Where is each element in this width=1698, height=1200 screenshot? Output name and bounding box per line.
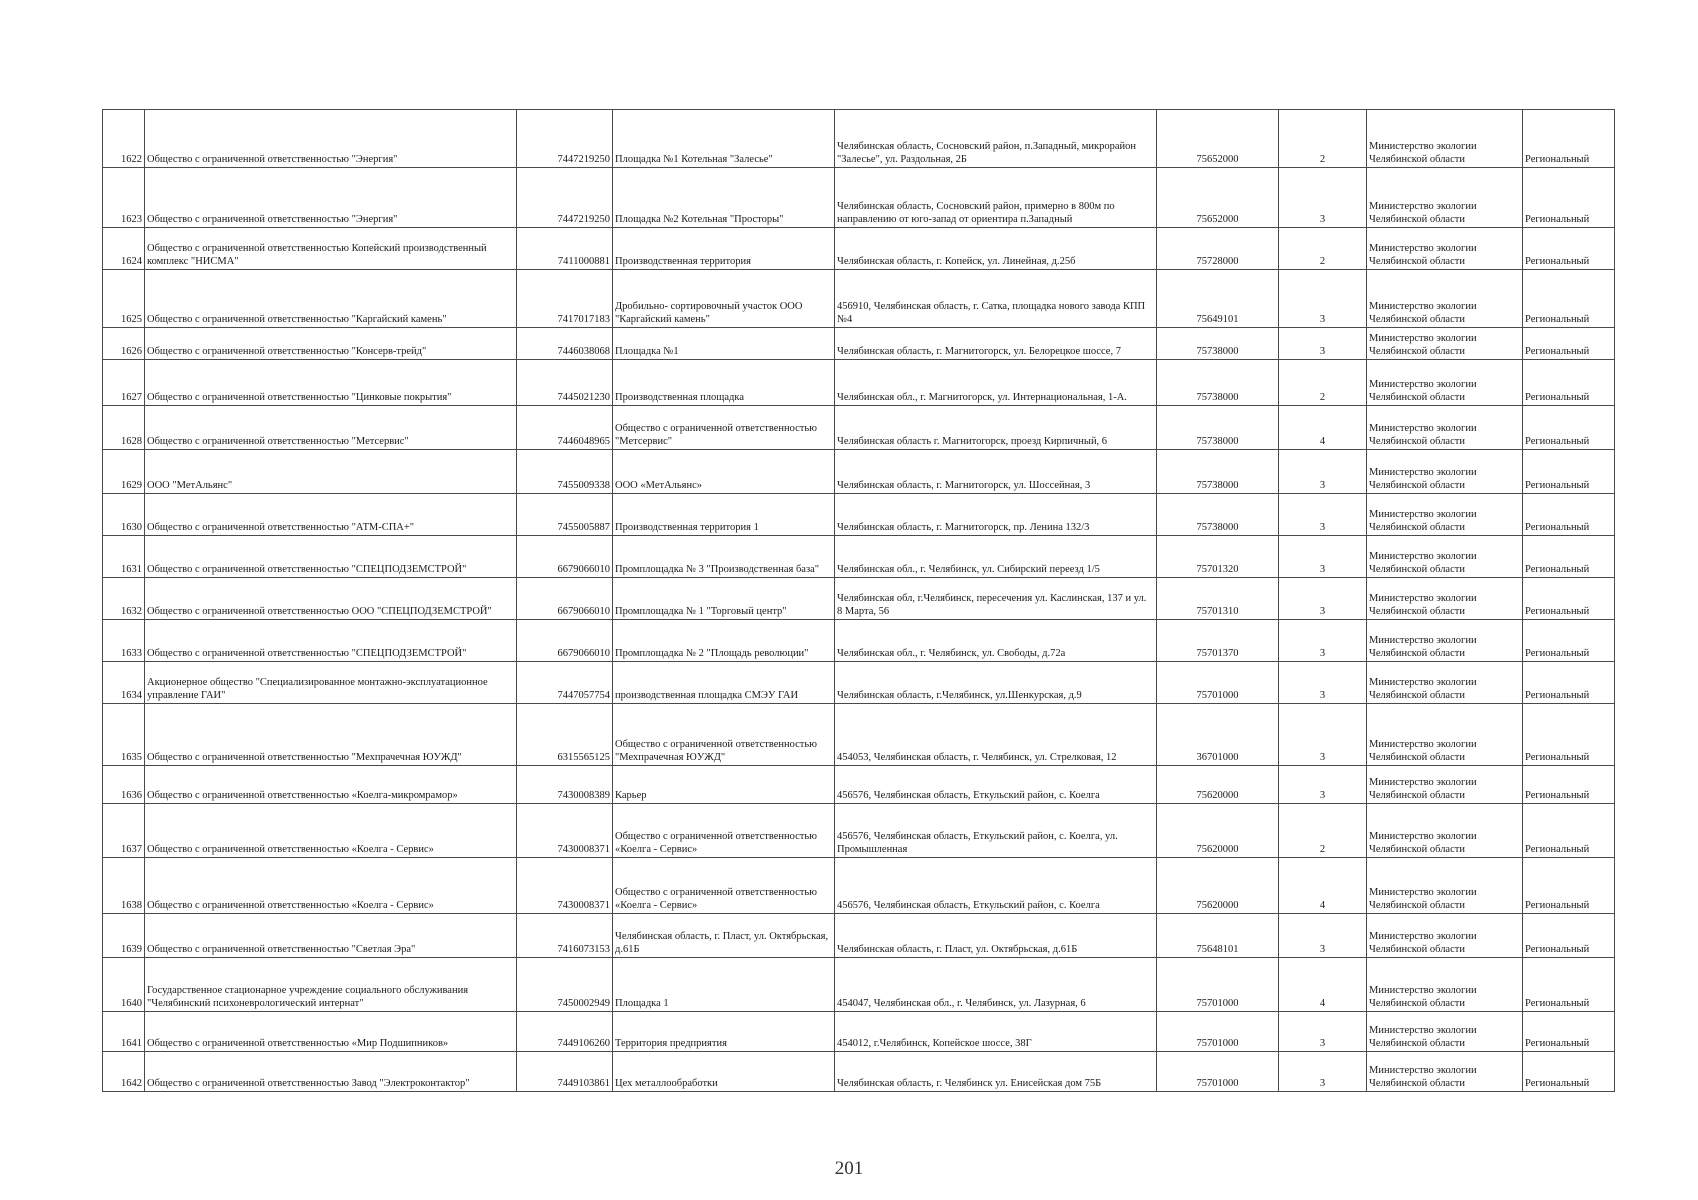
inn-cell: 7445021230	[517, 360, 613, 406]
supervisory-authority-cell: Министерство экологии Челябинской области	[1367, 228, 1523, 270]
inn-cell: 7446048965	[517, 406, 613, 450]
supervisory-authority-cell: Министерство экологии Челябинской области	[1367, 1012, 1523, 1052]
supervisory-authority-cell: Министерство экологии Челябинской области	[1367, 1052, 1523, 1092]
supervision-level-cell: Региональный	[1523, 914, 1615, 958]
object-name-cell: Производственная площадка	[613, 360, 835, 406]
organization-name-cell: Общество с ограниченной ответственностью "СПЕЦПОДЗЕМСТРОЙ"	[145, 620, 517, 662]
object-address-cell: Челябинская область г. Магнитогорск, проезд Кирпичный, 6	[835, 406, 1157, 450]
table-row	[103, 536, 1615, 578]
registry-rows	[103, 110, 1615, 1092]
category-cell: 3	[1279, 914, 1367, 958]
oktmo-code-cell: 75701320	[1157, 536, 1279, 578]
inn-cell: 7449106260	[517, 1012, 613, 1052]
inn-cell: 6679066010	[517, 536, 613, 578]
organization-name-cell: Общество с ограниченной ответственностью ООО "СПЕЦПОДЗЕМСТРОЙ"	[145, 578, 517, 620]
table-row	[103, 450, 1615, 494]
object-address-cell: 456576, Челябинская область, Еткульский район, с. Коелга	[835, 858, 1157, 914]
table-row	[103, 406, 1615, 450]
category-cell: 3	[1279, 270, 1367, 328]
object-address-cell: Челябинская область, г. Магнитогорск, ул. Белорецкое шоссе, 7	[835, 328, 1157, 360]
object-name-cell: Производственная территория	[613, 228, 835, 270]
inn-cell: 7449103861	[517, 1052, 613, 1092]
oktmo-code-cell: 75620000	[1157, 804, 1279, 858]
object-address-cell: 454053, Челябинская область, г. Челябинск, ул. Стрелковая, 12	[835, 704, 1157, 766]
row-number-cell: 1632	[103, 578, 145, 620]
oktmo-code-cell: 75701370	[1157, 620, 1279, 662]
oktmo-code-cell: 75738000	[1157, 494, 1279, 536]
supervision-level-cell: Региональный	[1523, 406, 1615, 450]
oktmo-code-cell: 75701000	[1157, 662, 1279, 704]
object-name-cell: Площадка №2 Котельная "Просторы"	[613, 168, 835, 228]
supervision-level-cell: Региональный	[1523, 662, 1615, 704]
supervision-level-cell: Региональный	[1523, 766, 1615, 804]
supervisory-authority-cell: Министерство экологии Челябинской области	[1367, 168, 1523, 228]
object-address-cell: 454047, Челябинская обл., г. Челябинск, ул. Лазурная, 6	[835, 958, 1157, 1012]
object-address-cell: Челябинская область, г. Пласт, ул. Октябрьская, д.61Б	[835, 914, 1157, 958]
table-row	[103, 270, 1615, 328]
row-number-cell: 1640	[103, 958, 145, 1012]
supervision-level-cell: Региональный	[1523, 1012, 1615, 1052]
supervisory-authority-cell: Министерство экологии Челябинской области	[1367, 360, 1523, 406]
inn-cell: 7430008371	[517, 858, 613, 914]
inn-cell: 7417017183	[517, 270, 613, 328]
supervision-level-cell: Региональный	[1523, 536, 1615, 578]
organization-name-cell: Общество с ограниченной ответственностью Копейский производственный комплекс "НИСМА"	[145, 228, 517, 270]
row-number-cell: 1624	[103, 228, 145, 270]
supervision-level-cell: Региональный	[1523, 450, 1615, 494]
object-name-cell: производственная площадка СМЭУ ГАИ	[613, 662, 835, 704]
inn-cell: 7450002949	[517, 958, 613, 1012]
oktmo-code-cell: 75738000	[1157, 450, 1279, 494]
category-cell: 3	[1279, 536, 1367, 578]
category-cell: 3	[1279, 494, 1367, 536]
row-number-cell: 1634	[103, 662, 145, 704]
inn-cell: 7455005887	[517, 494, 613, 536]
table-row	[103, 662, 1615, 704]
row-number-cell: 1638	[103, 858, 145, 914]
object-name-cell: Промплощадка № 1 "Торговый центр"	[613, 578, 835, 620]
object-address-cell: 456910, Челябинская область, г. Сатка, площадка нового завода КПП №4	[835, 270, 1157, 328]
registry-table	[102, 109, 1615, 1092]
supervisory-authority-cell: Министерство экологии Челябинской области	[1367, 110, 1523, 168]
object-name-cell: Территория предприятия	[613, 1012, 835, 1052]
oktmo-code-cell: 75620000	[1157, 858, 1279, 914]
supervision-level-cell: Региональный	[1523, 620, 1615, 662]
object-address-cell: Челябинская обл, г.Челябинск, пересечения ул. Каслинская, 137 и ул. 8 Марта, 56	[835, 578, 1157, 620]
organization-name-cell: Общество с ограниченной ответственностью "Энергия"	[145, 168, 517, 228]
oktmo-code-cell: 75701000	[1157, 1012, 1279, 1052]
category-cell: 3	[1279, 766, 1367, 804]
organization-name-cell: Общество с ограниченной ответственностью "АТМ-СПА+"	[145, 494, 517, 536]
supervision-level-cell: Региональный	[1523, 168, 1615, 228]
object-address-cell: 456576, Челябинская область, Еткульский район, с. Коелга	[835, 766, 1157, 804]
row-number-cell: 1630	[103, 494, 145, 536]
category-cell: 3	[1279, 704, 1367, 766]
table-row	[103, 858, 1615, 914]
organization-name-cell: ООО "МетАльянс"	[145, 450, 517, 494]
organization-name-cell: Общество с ограниченной ответственностью "Каргайский камень"	[145, 270, 517, 328]
supervisory-authority-cell: Министерство экологии Челябинской области	[1367, 958, 1523, 1012]
object-address-cell: 456576, Челябинская область, Еткульский район, с. Коелга, ул. Промышленная	[835, 804, 1157, 858]
supervision-level-cell: Региональный	[1523, 494, 1615, 536]
oktmo-code-cell: 75728000	[1157, 228, 1279, 270]
table-row	[103, 110, 1615, 168]
table-row	[103, 168, 1615, 228]
object-address-cell: Челябинская обл., г. Челябинск, ул. Сибирский переезд 1/5	[835, 536, 1157, 578]
organization-name-cell: Государственное стационарное учреждение социального обслуживания "Челябинский психоневрологический интернат"	[145, 958, 517, 1012]
supervisory-authority-cell: Министерство экологии Челябинской области	[1367, 620, 1523, 662]
category-cell: 3	[1279, 578, 1367, 620]
object-name-cell: ООО «МетАльянс»	[613, 450, 835, 494]
category-cell: 2	[1279, 804, 1367, 858]
oktmo-code-cell: 75649101	[1157, 270, 1279, 328]
row-number-cell: 1623	[103, 168, 145, 228]
object-name-cell: Площадка №1	[613, 328, 835, 360]
organization-name-cell: Общество с ограниченной ответственностью "Мехпрачечная ЮУЖД"	[145, 704, 517, 766]
category-cell: 2	[1279, 228, 1367, 270]
supervisory-authority-cell: Министерство экологии Челябинской области	[1367, 662, 1523, 704]
table-row	[103, 804, 1615, 858]
row-number-cell: 1639	[103, 914, 145, 958]
row-number-cell: 1629	[103, 450, 145, 494]
supervision-level-cell: Региональный	[1523, 704, 1615, 766]
supervision-level-cell: Региональный	[1523, 360, 1615, 406]
supervision-level-cell: Региональный	[1523, 804, 1615, 858]
inn-cell: 7447219250	[517, 110, 613, 168]
supervisory-authority-cell: Министерство экологии Челябинской области	[1367, 450, 1523, 494]
supervision-level-cell: Региональный	[1523, 270, 1615, 328]
organization-name-cell: Общество с ограниченной ответственностью "Метсервис"	[145, 406, 517, 450]
object-address-cell: Челябинская обл., г. Челябинск, ул. Свободы, д.72а	[835, 620, 1157, 662]
object-name-cell: Общество с ограниченной ответственностью "Метсервис"	[613, 406, 835, 450]
category-cell: 3	[1279, 1052, 1367, 1092]
object-address-cell: Челябинская область, г.Челябинск, ул.Шенкурская, д.9	[835, 662, 1157, 704]
supervisory-authority-cell: Министерство экологии Челябинской области	[1367, 328, 1523, 360]
category-cell: 3	[1279, 450, 1367, 494]
supervisory-authority-cell: Министерство экологии Челябинской области	[1367, 704, 1523, 766]
table-row	[103, 1012, 1615, 1052]
row-number-cell: 1637	[103, 804, 145, 858]
category-cell: 4	[1279, 958, 1367, 1012]
object-address-cell: Челябинская область, Сосновский район, примерно в 800м по направлению от юго-запад от ориентира п.Западный	[835, 168, 1157, 228]
category-cell: 3	[1279, 328, 1367, 360]
row-number-cell: 1628	[103, 406, 145, 450]
inn-cell: 7411000881	[517, 228, 613, 270]
organization-name-cell: Общество с ограниченной ответственностью «Мир Подшипников»	[145, 1012, 517, 1052]
table-row	[103, 494, 1615, 536]
category-cell: 3	[1279, 168, 1367, 228]
object-address-cell: Челябинская область, г. Челябинск ул. Енисейская дом 75Б	[835, 1052, 1157, 1092]
organization-name-cell: Акционерное общество "Специализированное монтажно-эксплуатационное управление ГАИ"	[145, 662, 517, 704]
supervision-level-cell: Региональный	[1523, 110, 1615, 168]
oktmo-code-cell: 75652000	[1157, 110, 1279, 168]
object-name-cell: Производственная территория 1	[613, 494, 835, 536]
oktmo-code-cell: 75701310	[1157, 578, 1279, 620]
table-row	[103, 228, 1615, 270]
row-number-cell: 1631	[103, 536, 145, 578]
oktmo-code-cell: 75620000	[1157, 766, 1279, 804]
organization-name-cell: Общество с ограниченной ответственностью «Коелга - Сервис»	[145, 804, 517, 858]
oktmo-code-cell: 75738000	[1157, 360, 1279, 406]
row-number-cell: 1642	[103, 1052, 145, 1092]
category-cell: 2	[1279, 110, 1367, 168]
object-name-cell: Промплощадка № 3 "Производственная база"	[613, 536, 835, 578]
supervision-level-cell: Региональный	[1523, 958, 1615, 1012]
page-number: 201	[834, 1158, 864, 1179]
object-name-cell: Площадка №1 Котельная "Залесье"	[613, 110, 835, 168]
table-row	[103, 328, 1615, 360]
object-name-cell: Промплощадка № 2 "Площадь революции"	[613, 620, 835, 662]
oktmo-code-cell: 75738000	[1157, 328, 1279, 360]
row-number-cell: 1626	[103, 328, 145, 360]
oktmo-code-cell: 75738000	[1157, 406, 1279, 450]
table-row	[103, 958, 1615, 1012]
inn-cell: 6679066010	[517, 578, 613, 620]
supervision-level-cell: Региональный	[1523, 228, 1615, 270]
organization-name-cell: Общество с ограниченной ответственностью «Коелга-микромрамор»	[145, 766, 517, 804]
table-row	[103, 1052, 1615, 1092]
organization-name-cell: Общество с ограниченной ответственностью Завод "Электроконтактор"	[145, 1052, 517, 1092]
supervisory-authority-cell: Министерство экологии Челябинской области	[1367, 914, 1523, 958]
inn-cell: 7446038068	[517, 328, 613, 360]
supervisory-authority-cell: Министерство экологии Челябинской области	[1367, 536, 1523, 578]
supervisory-authority-cell: Министерство экологии Челябинской области	[1367, 766, 1523, 804]
category-cell: 2	[1279, 360, 1367, 406]
organization-name-cell: Общество с ограниченной ответственностью "Энергия"	[145, 110, 517, 168]
supervision-level-cell: Региональный	[1523, 578, 1615, 620]
inn-cell: 7416073153	[517, 914, 613, 958]
table-row	[103, 704, 1615, 766]
object-address-cell: 454012, г.Челябинск, Копейское шоссе, 38Г	[835, 1012, 1157, 1052]
object-address-cell: Челябинская область, Сосновский район, п.Западный, микрорайон "Залесье", ул. Раздольная, 2Б	[835, 110, 1157, 168]
object-address-cell: Челябинская обл., г. Магнитогорск, ул. Интернациональная, 1-А.	[835, 360, 1157, 406]
object-name-cell: Общество с ограниченной ответственностью «Коелга - Сервис»	[613, 858, 835, 914]
supervision-level-cell: Региональный	[1523, 858, 1615, 914]
inn-cell: 6679066010	[517, 620, 613, 662]
organization-name-cell: Общество с ограниченной ответственностью "Цинковые покрытия"	[145, 360, 517, 406]
row-number-cell: 1627	[103, 360, 145, 406]
object-name-cell: Дробильно- сортировочный участок ООО "Каргайский камень"	[613, 270, 835, 328]
table-row	[103, 578, 1615, 620]
table-row	[103, 620, 1615, 662]
row-number-cell: 1635	[103, 704, 145, 766]
object-address-cell: Челябинская область, г. Копейск, ул. Линейная, д.25б	[835, 228, 1157, 270]
supervision-level-cell: Региональный	[1523, 1052, 1615, 1092]
table-row	[103, 914, 1615, 958]
supervisory-authority-cell: Министерство экологии Челябинской области	[1367, 804, 1523, 858]
organization-name-cell: Общество с ограниченной ответственностью "Консерв-трейд"	[145, 328, 517, 360]
row-number-cell: 1625	[103, 270, 145, 328]
object-name-cell: Общество с ограниченной ответственностью «Коелга - Сервис»	[613, 804, 835, 858]
table-row	[103, 766, 1615, 804]
supervisory-authority-cell: Министерство экологии Челябинской области	[1367, 858, 1523, 914]
inn-cell: 7447057754	[517, 662, 613, 704]
category-cell: 4	[1279, 858, 1367, 914]
supervisory-authority-cell: Министерство экологии Челябинской области	[1367, 406, 1523, 450]
row-number-cell: 1636	[103, 766, 145, 804]
oktmo-code-cell: 75648101	[1157, 914, 1279, 958]
inn-cell: 7430008389	[517, 766, 613, 804]
object-address-cell: Челябинская область, г. Магнитогорск, пр. Ленина 132/3	[835, 494, 1157, 536]
oktmo-code-cell: 36701000	[1157, 704, 1279, 766]
row-number-cell: 1641	[103, 1012, 145, 1052]
table-row	[103, 360, 1615, 406]
inn-cell: 7447219250	[517, 168, 613, 228]
object-name-cell: Челябинская область, г. Пласт, ул. Октябрьская, д.61Б	[613, 914, 835, 958]
organization-name-cell: Общество с ограниченной ответственностью "СПЕЦПОДЗЕМСТРОЙ"	[145, 536, 517, 578]
organization-name-cell: Общество с ограниченной ответственностью "Светлая Эра"	[145, 914, 517, 958]
supervisory-authority-cell: Министерство экологии Челябинской области	[1367, 494, 1523, 536]
category-cell: 3	[1279, 620, 1367, 662]
oktmo-code-cell: 75701000	[1157, 1052, 1279, 1092]
object-name-cell: Общество с ограниченной ответственностью "Мехпрачечная ЮУЖД"	[613, 704, 835, 766]
organization-name-cell: Общество с ограниченной ответственностью «Коелга - Сервис»	[145, 858, 517, 914]
category-cell: 4	[1279, 406, 1367, 450]
row-number-cell: 1622	[103, 110, 145, 168]
object-name-cell: Карьер	[613, 766, 835, 804]
category-cell: 3	[1279, 662, 1367, 704]
object-name-cell: Цех металлообработки	[613, 1052, 835, 1092]
inn-cell: 6315565125	[517, 704, 613, 766]
supervision-level-cell: Региональный	[1523, 328, 1615, 360]
inn-cell: 7430008371	[517, 804, 613, 858]
supervisory-authority-cell: Министерство экологии Челябинской области	[1367, 270, 1523, 328]
object-name-cell: Площадка 1	[613, 958, 835, 1012]
inn-cell: 7455009338	[517, 450, 613, 494]
supervisory-authority-cell: Министерство экологии Челябинской области	[1367, 578, 1523, 620]
row-number-cell: 1633	[103, 620, 145, 662]
oktmo-code-cell: 75701000	[1157, 958, 1279, 1012]
object-address-cell: Челябинская область, г. Магнитогорск, ул. Шоссейная, 3	[835, 450, 1157, 494]
category-cell: 3	[1279, 1012, 1367, 1052]
oktmo-code-cell: 75652000	[1157, 168, 1279, 228]
